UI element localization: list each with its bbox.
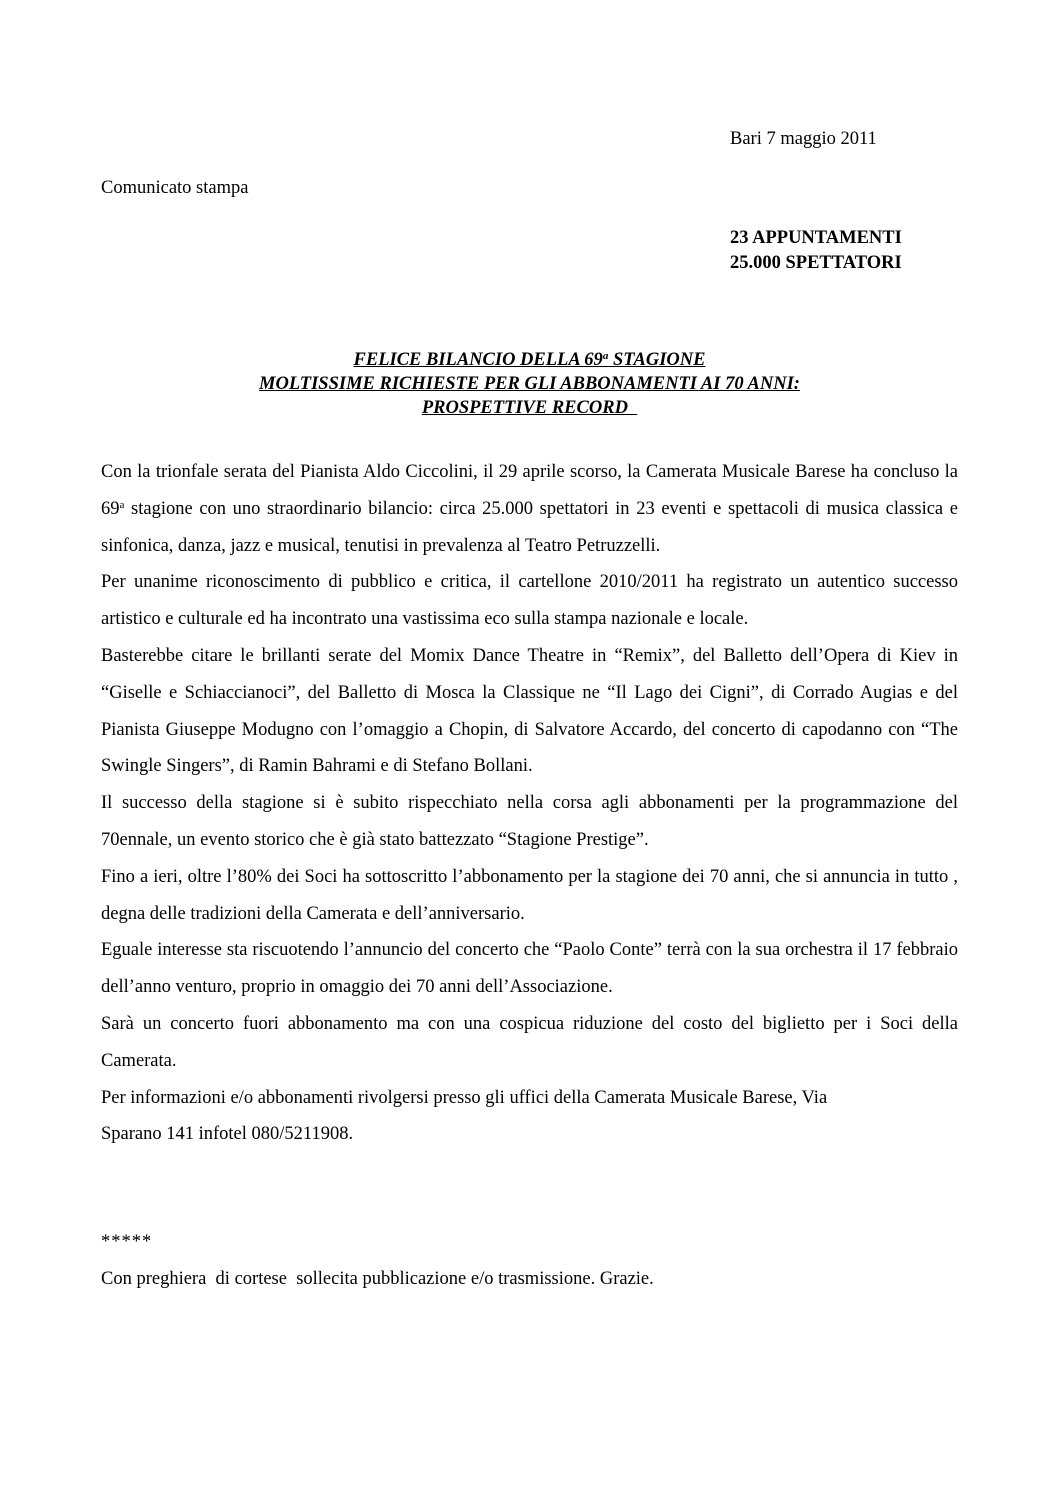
contact-info-line-1: Per informazioni e/o abbonamenti rivolgersi presso gli uffici della Camerata Musicale Barese, Via (101, 1087, 828, 1108)
paragraph-members-subscribed: Fino a ieri, oltre l’80% dei Soci ha sottoscritto l’abbonamento per la stagione dei 70 anni, che si annuncia in tutto , degna delle tradizioni della Camerata e dell’anniversario. (101, 866, 958, 924)
paragraph-season-summary-start: Con la trionfale serata del Pianista Aldo Ciccolini, il 29 aprile scorso, la Camerata Musicale Barese ha concluso la 69 (101, 462, 958, 519)
paragraph-critical-success: Per unanime riconoscimento di pubblico e critica, il cartellone 2010/2011 ha registrato un autentico successo artistico e culturale ed ha incontrato una vastissima eco sulla stampa nazionale e locale. (101, 572, 958, 630)
appointments-count: 23 APPUNTAMENTI (730, 228, 902, 248)
paragraph-highlights: Basterebbe citare le brillanti serate del Momix Dance Theatre in “Remix”, del Balletto dell’Opera di Kiev in “Giselle e Schiaccianoci”, del Balletto di Mosca la Classique ne “Il Lago dei Cigni”, di Corrado Augias e del Pianista Giuseppe Modugno con l’omaggio a Chopin, di Salvatore Accardo, del concerto di capodanno con “The Swingle Singers”, di Ramin Bahrami e di Stefano Bollani. (101, 645, 958, 777)
headline-line-3-text: PROSPETTIVE RECORD (421, 398, 628, 418)
section-separator: ***** (101, 1232, 153, 1252)
headline-ordinal-superscript: a (602, 349, 609, 362)
headline-line-1 (101, 348, 958, 372)
paragraph-subscriptions: Il successo della stagione si è subito rispecchiato nella corsa agli abbonamenti per la programmazione del 70ennale, un evento storico che è già stato battezzato “Stagione Prestige”. (101, 793, 958, 850)
press-release-date: Bari 7 maggio 2011 (730, 129, 877, 149)
paragraph-contact-info (101, 1080, 958, 1154)
press-release-body (101, 454, 958, 1153)
contact-info-line-2: Sparano 141 infotel 080/5211908. (101, 1124, 354, 1145)
paragraph-season-summary (101, 454, 958, 564)
press-release-headline (101, 348, 958, 420)
spectators-count: 25.000 SPETTATORI (730, 252, 902, 273)
headline-line-2: MOLTISSIME RICHIESTE PER GLI ABBONAMENTI AI 70 ANNI: (259, 374, 800, 394)
paragraph-ticket-discount: Sarà un concerto fuori abbonamento ma con una cospicua riduzione del costo del biglietto per i Soci della Camerata. (101, 1013, 958, 1071)
headline-line-1-text: FELICE BILANCIO DELLA 69 (353, 350, 603, 370)
closing-request: Con preghiera di cortese sollecita pubblicazione e/o trasmissione. Grazie. (101, 1269, 654, 1289)
paragraph-paolo-conte-concert: Eguale interesse sta riscuotendo l’annuncio del concerto che “Paolo Conte” terrà con la sua orchestra il 17 febbraio dell’anno venturo, proprio in omaggio dei 70 anni dell’Associazione. (101, 940, 958, 998)
paragraph-season-summary-end: stagione con uno straordinario bilancio: circa 25.000 spettatori in 23 eventi e spettacoli di musica classica e sinfonica, danza, jazz e musical, tenutisi in prevalenza al Teatro Petruzzelli. (101, 498, 958, 556)
headline-line-3 (101, 396, 958, 420)
event-statistics (730, 226, 902, 275)
season-ordinal-superscript: a (119, 498, 125, 511)
document-type-label: Comunicato stampa (101, 178, 249, 198)
headline-line-1-end: STAGIONE (608, 350, 706, 370)
